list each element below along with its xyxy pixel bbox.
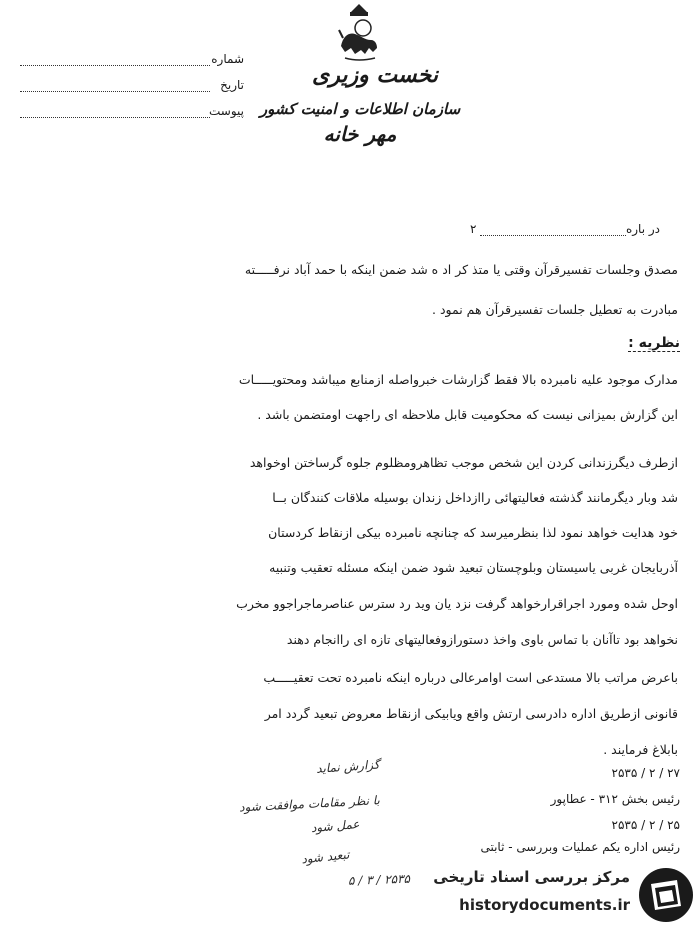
- watermark-org-name: مرکز بررسی اسناد تاریخی: [433, 868, 630, 886]
- number-dots: [20, 51, 210, 66]
- attachment-label: پيوست: [209, 104, 244, 118]
- title-organization: سازمان اطلاعات و امنیت کشور: [259, 100, 461, 118]
- body-line: بابلاغ فرمایند .: [603, 742, 678, 757]
- subject-value: ۲: [470, 222, 477, 236]
- handwritten-note-4: تبعید شود: [300, 847, 350, 867]
- opinion-heading: [590, 335, 680, 351]
- signature-department-head: رئیس اداره یکم عملیات وبررسی - ثابتی: [480, 840, 680, 854]
- body-line: خود هدایت خواهد نمود لذا بنظرمیرسد که چنانچه نامبرده بیکی ازنقاط کردستان: [268, 525, 678, 540]
- handwritten-note-2: با نظر مقامات موافقت شود: [238, 793, 381, 815]
- body-line: اوحل شده ومورد اجراقرارخواهد گرفت نزد یان وید رد سترس عناصرماجراجوو مخرب: [236, 596, 678, 611]
- date-label: تاريخ: [220, 78, 244, 92]
- title-section: مهر خانه: [323, 122, 397, 146]
- signature-date-2: ۲۵ / ۲ / ۲۵۳۵: [611, 818, 680, 832]
- header-fields: [14, 40, 244, 118]
- body-line: مدارک موجود علیه نامبرده بالا فقط گزارشات خبرواصله ازمنابع میباشد ومحتویـــــات: [238, 372, 678, 387]
- watermark: [415, 858, 697, 930]
- handwritten-date: ۲۵۳۵ / ۳ / ۵: [347, 871, 411, 888]
- body-line: نخواهد بود تاآنان با تماس باوی واخذ دستورازوفعالیتهای تازه ای راانجام دهند: [286, 632, 678, 647]
- body-line: شد وبار دیگرمانند گذشته فعالیتهائی راازداخل زندان بوسیله ملاقات کنندگان بــا: [272, 490, 678, 505]
- attachment-dots: [20, 103, 210, 118]
- handwritten-note-3: عمل شود: [310, 816, 361, 836]
- opinion-heading-text: نظریه :: [628, 335, 680, 351]
- subject-dots: [480, 223, 626, 236]
- number-field: [14, 40, 244, 66]
- date-field: [14, 66, 244, 92]
- number-label: شماره: [211, 52, 244, 66]
- signature-section-chief: رئیس بخش ۳۱۲ - عطاپور: [550, 792, 680, 806]
- subject-field: [470, 222, 660, 236]
- subject-label: در باره: [625, 222, 660, 236]
- lion-and-sun-emblem-icon: [335, 2, 383, 62]
- body-line: ازطرف دیگرزندانی کردن این شخص موجب تظاهرومظلوم جلوه گرساختن اوخواهد: [249, 455, 678, 470]
- body-line: قانونی ازطریق اداره دادرسی ارتش واقع ویابیکی ازنقاط معروض تبعید گردد امر: [264, 706, 678, 721]
- body-line: آذربایجان غربی یاسیستان وبلوچستان تبعید شود ضمن اینکه مسئله تعقیب وتنبیه: [269, 560, 678, 575]
- body-line: باعرض مراتب بالا مستدعی است اوامرعالی درباره اینکه نامبرده تحت تعقیـــــب: [263, 670, 678, 685]
- signature-date-1: ۲۷ / ۲ / ۲۵۳۵: [611, 766, 680, 780]
- date-dots: [20, 77, 210, 92]
- body-line: مصدق وجلسات تفسیرقرآن وقتی یا متذ کر اد ه شد ضمن اینکه با حمد آباد نرفـــــته: [244, 262, 678, 277]
- attachment-field: [14, 92, 244, 118]
- handwritten-note-1: گزارش نماید: [315, 757, 381, 776]
- watermark-url: historydocuments.ir: [459, 896, 630, 914]
- body-line: این گزارش بمیزانی نیست که محکومیت قابل ملاحظه ای راجهت اومتضمن باشد .: [257, 407, 678, 422]
- body-line: مبادرت به تعطیل جلسات تفسیرقرآن هم نمود .: [432, 302, 678, 317]
- watermark-logo-icon: [637, 866, 695, 924]
- title-prime-ministry: نخست وزیری: [312, 62, 438, 88]
